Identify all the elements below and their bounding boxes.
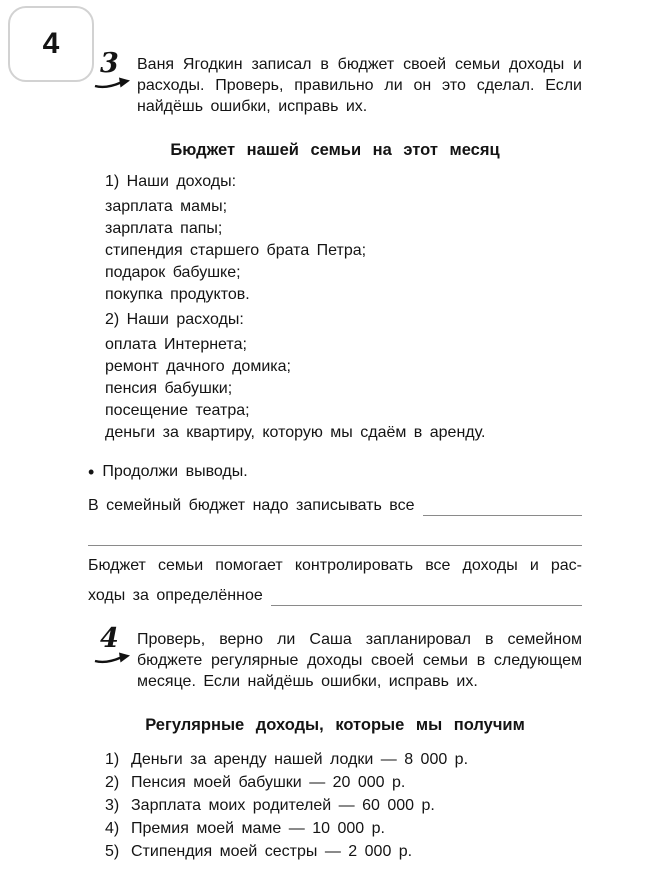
income-item: покупка продуктов.: [105, 286, 250, 303]
exercise-4-number: 4: [100, 623, 119, 654]
conclusion-sentence-2-line-2: [88, 581, 582, 611]
conclusion-2-text: ходы за определённое: [88, 587, 263, 604]
income-row: [105, 794, 582, 817]
budget-heading: Бюджет нашей семьи на этот месяц: [170, 141, 500, 159]
fill-in-section: [88, 491, 582, 611]
answer-line: [271, 605, 582, 606]
expense-item: деньги за квартиру, которую мы сдаём в аренду.: [105, 424, 486, 441]
income-row: [105, 748, 582, 771]
bullet-icon: •: [88, 462, 95, 482]
conclusion-sentence-1: [88, 491, 582, 521]
item-number: 3): [105, 797, 120, 814]
income-list-label: 1) Наши доходы:: [105, 173, 237, 190]
expense-item: ремонт дачного домика;: [105, 358, 291, 375]
income-row: [105, 817, 582, 840]
income-row: [105, 840, 582, 863]
income-item: стипендия старшего брата Петра;: [105, 242, 367, 259]
item-text: Деньги за аренду нашей лодки — 8 000 р.: [131, 751, 469, 768]
answer-line: [423, 515, 582, 516]
blank-answer-row: [88, 521, 582, 551]
bullet-text: Продолжи выводы.: [102, 463, 248, 480]
item-number: 5): [105, 843, 120, 860]
exercise-3: [88, 48, 582, 117]
exercise-3-number: 3: [100, 48, 119, 79]
regular-incomes-list: [105, 748, 582, 863]
income-item: зарплата папы;: [105, 220, 223, 237]
budget-list: [105, 171, 582, 444]
answer-line: [88, 545, 582, 546]
income-row: [105, 771, 582, 794]
exercise-4-marker: [94, 623, 134, 664]
item-number: 2): [105, 774, 120, 791]
item-number: 1): [105, 751, 120, 768]
conclusion-1-text: В семейный бюджет надо записывать все: [88, 497, 415, 514]
exercise-4: [88, 623, 582, 692]
exercise-3-intro: Ваня Ягодкин записал в бюджет своей семьи доходы и расходы. Проверь, правильно ли он это сделал. Если найдёшь ошибки, исправь их.: [137, 56, 582, 115]
continue-conclusions: [88, 461, 582, 483]
income-item: подарок бабушке;: [105, 264, 241, 281]
item-text: Стипендия моей сестры — 2 000 р.: [131, 843, 413, 860]
item-number: 4): [105, 820, 120, 837]
conclusion-sentence-2-line-1: Бюджет семьи помогает контролировать все доходы и рас-: [88, 557, 582, 574]
item-text: Пенсия моей бабушки — 20 000 р.: [131, 774, 406, 791]
page-number: 4: [42, 27, 60, 60]
income-item: зарплата мамы;: [105, 198, 228, 215]
regular-incomes-heading: Регулярные доходы, которые мы получим: [145, 716, 525, 734]
exercise-4-intro: Проверь, верно ли Саша запланировал в семейном бюджете регулярные доходы своей семьи в следующем месяце. Если найдёшь ошибки, исправь их.: [137, 631, 582, 690]
exercise-3-marker: [94, 48, 134, 89]
expense-item: пенсия бабушки;: [105, 380, 233, 397]
item-text: Премия моей маме — 10 000 р.: [131, 820, 385, 837]
expense-item: посещение театра;: [105, 402, 250, 419]
expense-list-label: 2) Наши расходы:: [105, 311, 244, 328]
item-text: Зарплата моих родителей — 60 000 р.: [131, 797, 435, 814]
expense-item: оплата Интернета;: [105, 336, 247, 353]
